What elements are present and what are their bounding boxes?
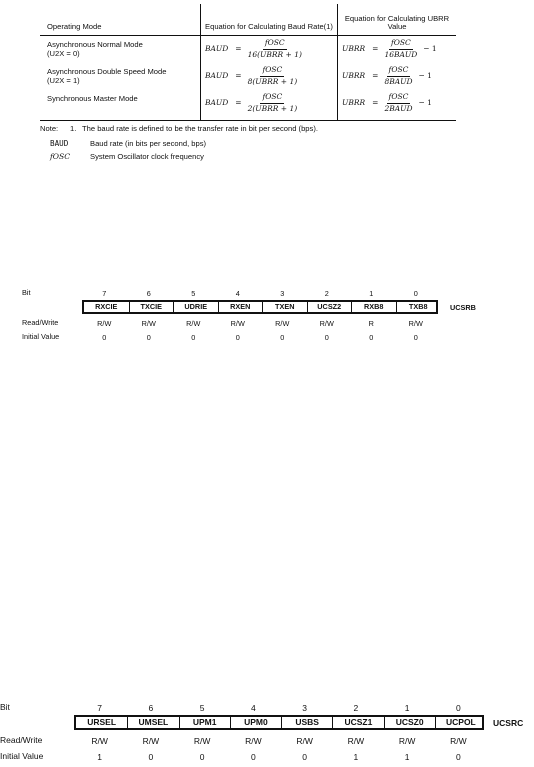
- baud-equation-cell: [201, 90, 338, 121]
- equals-sign: =: [235, 70, 242, 80]
- fraction-numerator: fOSC: [263, 39, 287, 50]
- baud-equation-cell: [201, 36, 338, 64]
- read-write-value: R/W: [91, 736, 108, 746]
- mode-name: Asynchronous Normal Mode: [47, 40, 143, 49]
- initial-value: 0: [369, 333, 374, 342]
- table-row: [40, 90, 456, 121]
- register-field: TXEN: [262, 302, 307, 312]
- initial-value: 0: [456, 752, 461, 762]
- note-text: The baud rate is defined to be the transfer rate in bit per second (bps).: [82, 124, 318, 133]
- read-write-value: R/W: [450, 736, 467, 746]
- register-field-box: [82, 300, 438, 314]
- register-field: RXB8: [351, 302, 396, 312]
- initial-value: 0: [191, 333, 196, 342]
- read-write-value: R/W: [186, 319, 201, 328]
- initial-value: 0: [235, 333, 240, 342]
- mode-setting: (U2X = 1): [47, 75, 80, 85]
- fraction: [248, 93, 298, 113]
- formula: [205, 66, 333, 86]
- bit-number: 4: [235, 289, 240, 298]
- formula-lhs: BAUD: [205, 43, 229, 53]
- rw-row: [0, 318, 534, 330]
- register-ucsrc: [0, 702, 534, 766]
- fraction-denominator: 2(UBRR + 1): [247, 103, 298, 113]
- note-number: 1.: [70, 124, 77, 133]
- rw-label: Read/Write: [0, 735, 43, 745]
- register-field: UMSEL: [127, 717, 178, 728]
- formula: [205, 39, 333, 59]
- read-write-value: R/W: [141, 319, 156, 328]
- initial-value: 0: [413, 333, 418, 342]
- bit-number: 2: [324, 289, 329, 298]
- initial-value: 0: [302, 752, 307, 762]
- equals-sign: =: [372, 43, 379, 53]
- read-write-value: R/W: [97, 319, 112, 328]
- mode-cell: [40, 90, 201, 121]
- formula-tail: − 1: [423, 43, 437, 53]
- table-row: [40, 63, 456, 90]
- initial-value-row: [0, 332, 534, 344]
- read-write-value: R/W: [230, 319, 245, 328]
- read-write-value: R/W: [142, 736, 160, 746]
- initial-value: 1: [97, 752, 102, 762]
- bit-number: 5: [191, 289, 196, 298]
- table-row: [40, 36, 456, 64]
- symbol-name: fOSC: [50, 152, 71, 161]
- read-write-value: R/W: [275, 319, 290, 328]
- rw-label: Read/Write: [22, 318, 59, 327]
- ubrr-equation-cell: [338, 36, 457, 64]
- note-line: [40, 124, 318, 133]
- formula-lhs: UBRR: [342, 43, 366, 53]
- read-write-value: R/W: [245, 736, 262, 746]
- equals-sign: =: [235, 43, 242, 53]
- rw-row: [0, 735, 534, 747]
- bit-label: Bit: [22, 288, 31, 297]
- fraction: [384, 39, 417, 59]
- initial-value: 1: [353, 752, 359, 762]
- bit-number: 4: [251, 703, 256, 713]
- header-ubrr-equation: Equation for Calculating UBRR Value: [338, 4, 457, 36]
- fraction: [248, 66, 298, 86]
- fraction: [384, 66, 412, 86]
- register-field: UDRIE: [173, 302, 218, 312]
- header-operating-mode: Operating Mode: [40, 4, 201, 36]
- symbol-desc: Baud rate (in bits per second, bps): [90, 139, 207, 148]
- mode-name: Asynchronous Double Speed Mode: [47, 67, 167, 76]
- initial-value-label: Initial Value: [22, 332, 60, 341]
- initial-value: 1: [404, 752, 410, 762]
- symbol-def-baud: [50, 139, 206, 148]
- bit-label: Bit: [0, 702, 10, 712]
- formula-tail: − 1: [418, 97, 432, 107]
- formula: [342, 93, 452, 113]
- symbol-desc: System Oscillator clock frequency: [90, 152, 204, 161]
- read-write-value: R/W: [193, 736, 211, 746]
- equals-sign: =: [372, 97, 379, 107]
- bit-number: 1: [369, 289, 374, 298]
- read-write-value: R/W: [408, 319, 423, 328]
- note-label: Note:: [40, 124, 59, 133]
- read-write-value: R/W: [347, 736, 365, 746]
- ubrr-equation-cell: [338, 63, 457, 90]
- register-field: TXB8: [396, 302, 441, 312]
- register-field: UPM0: [230, 717, 281, 728]
- register-field: UCSZ2: [307, 302, 352, 312]
- equals-sign: =: [235, 97, 242, 107]
- bit-number: 7: [102, 289, 107, 298]
- symbol-def-fosc: [50, 152, 204, 161]
- fraction: [248, 39, 302, 59]
- register-field: UPM1: [179, 717, 230, 728]
- bit-number: 7: [97, 703, 102, 713]
- initial-value: 0: [251, 752, 256, 762]
- bit-number: 0: [413, 289, 418, 298]
- formula-lhs: BAUD: [205, 97, 229, 107]
- fraction-denominator: 16BAUD: [384, 49, 418, 59]
- fraction-denominator: 8(UBRR + 1): [247, 76, 298, 86]
- register-ucsrb: [0, 288, 534, 348]
- register-field: UCSZ0: [384, 717, 435, 728]
- fraction-denominator: 8BAUD: [384, 76, 413, 86]
- formula-lhs: UBRR: [342, 97, 366, 107]
- register-field: RXEN: [218, 302, 263, 312]
- initial-value: 0: [146, 333, 151, 342]
- bit-number: 5: [199, 703, 205, 713]
- bit-number: 6: [148, 703, 154, 713]
- bit-number: 3: [280, 289, 285, 298]
- initial-value-row: [0, 751, 534, 763]
- fraction-numerator: fOSC: [260, 66, 284, 77]
- baud-equations-table: [40, 4, 456, 121]
- fraction-numerator: fOSC: [387, 66, 411, 77]
- initial-value-label: Initial Value: [0, 751, 44, 761]
- bit-number: 0: [456, 703, 461, 713]
- formula: [342, 39, 452, 59]
- fraction: [384, 93, 412, 113]
- bit-number: 2: [353, 703, 359, 713]
- bit-number: 1: [404, 703, 410, 713]
- initial-value: 0: [148, 752, 154, 762]
- mode-cell: [40, 36, 201, 64]
- baud-equation-cell: [201, 63, 338, 90]
- fraction-numerator: fOSC: [389, 39, 413, 50]
- formula-tail: − 1: [418, 70, 432, 80]
- initial-value: 0: [199, 752, 205, 762]
- bit-row: [0, 288, 534, 300]
- initial-value: 0: [324, 333, 329, 342]
- register-field: UCPOL: [435, 717, 486, 728]
- register-field: RXCIE: [95, 302, 118, 311]
- register-field: URSEL: [87, 717, 117, 727]
- header-baud-equation: Equation for Calculating Baud Rate(1): [201, 4, 338, 36]
- read-write-value: R/W: [319, 319, 334, 328]
- formula: [205, 93, 333, 113]
- read-write-value: R: [368, 319, 374, 328]
- formula-lhs: UBRR: [342, 70, 366, 80]
- initial-value: 0: [280, 333, 285, 342]
- bit-number: 3: [302, 703, 307, 713]
- fraction-denominator: 16(UBRR + 1): [247, 49, 302, 59]
- symbol-name: BAUD: [50, 139, 69, 148]
- fraction-denominator: 2BAUD: [384, 103, 413, 113]
- mode-setting: (U2X = 0): [47, 48, 80, 58]
- bit-row: [0, 702, 534, 714]
- initial-value: 0: [102, 333, 107, 342]
- ubrr-equation-cell: [338, 90, 457, 121]
- equals-sign: =: [372, 70, 379, 80]
- bit-number: 6: [146, 289, 151, 298]
- register-field: TXCIE: [129, 302, 174, 312]
- register-field-box: [74, 715, 484, 730]
- register-field: USBS: [281, 717, 332, 728]
- formula-lhs: BAUD: [205, 70, 229, 80]
- mode-name: Synchronous Master Mode: [47, 94, 138, 103]
- register-name: UCSRB: [450, 303, 476, 312]
- register-name: UCSRC: [493, 718, 524, 728]
- formula: [342, 66, 452, 86]
- fraction-numerator: fOSC: [260, 93, 284, 104]
- fraction-numerator: fOSC: [387, 93, 411, 104]
- read-write-value: R/W: [296, 736, 313, 746]
- register-field: UCSZ1: [332, 717, 383, 728]
- read-write-value: R/W: [398, 736, 416, 746]
- mode-cell: [40, 63, 201, 90]
